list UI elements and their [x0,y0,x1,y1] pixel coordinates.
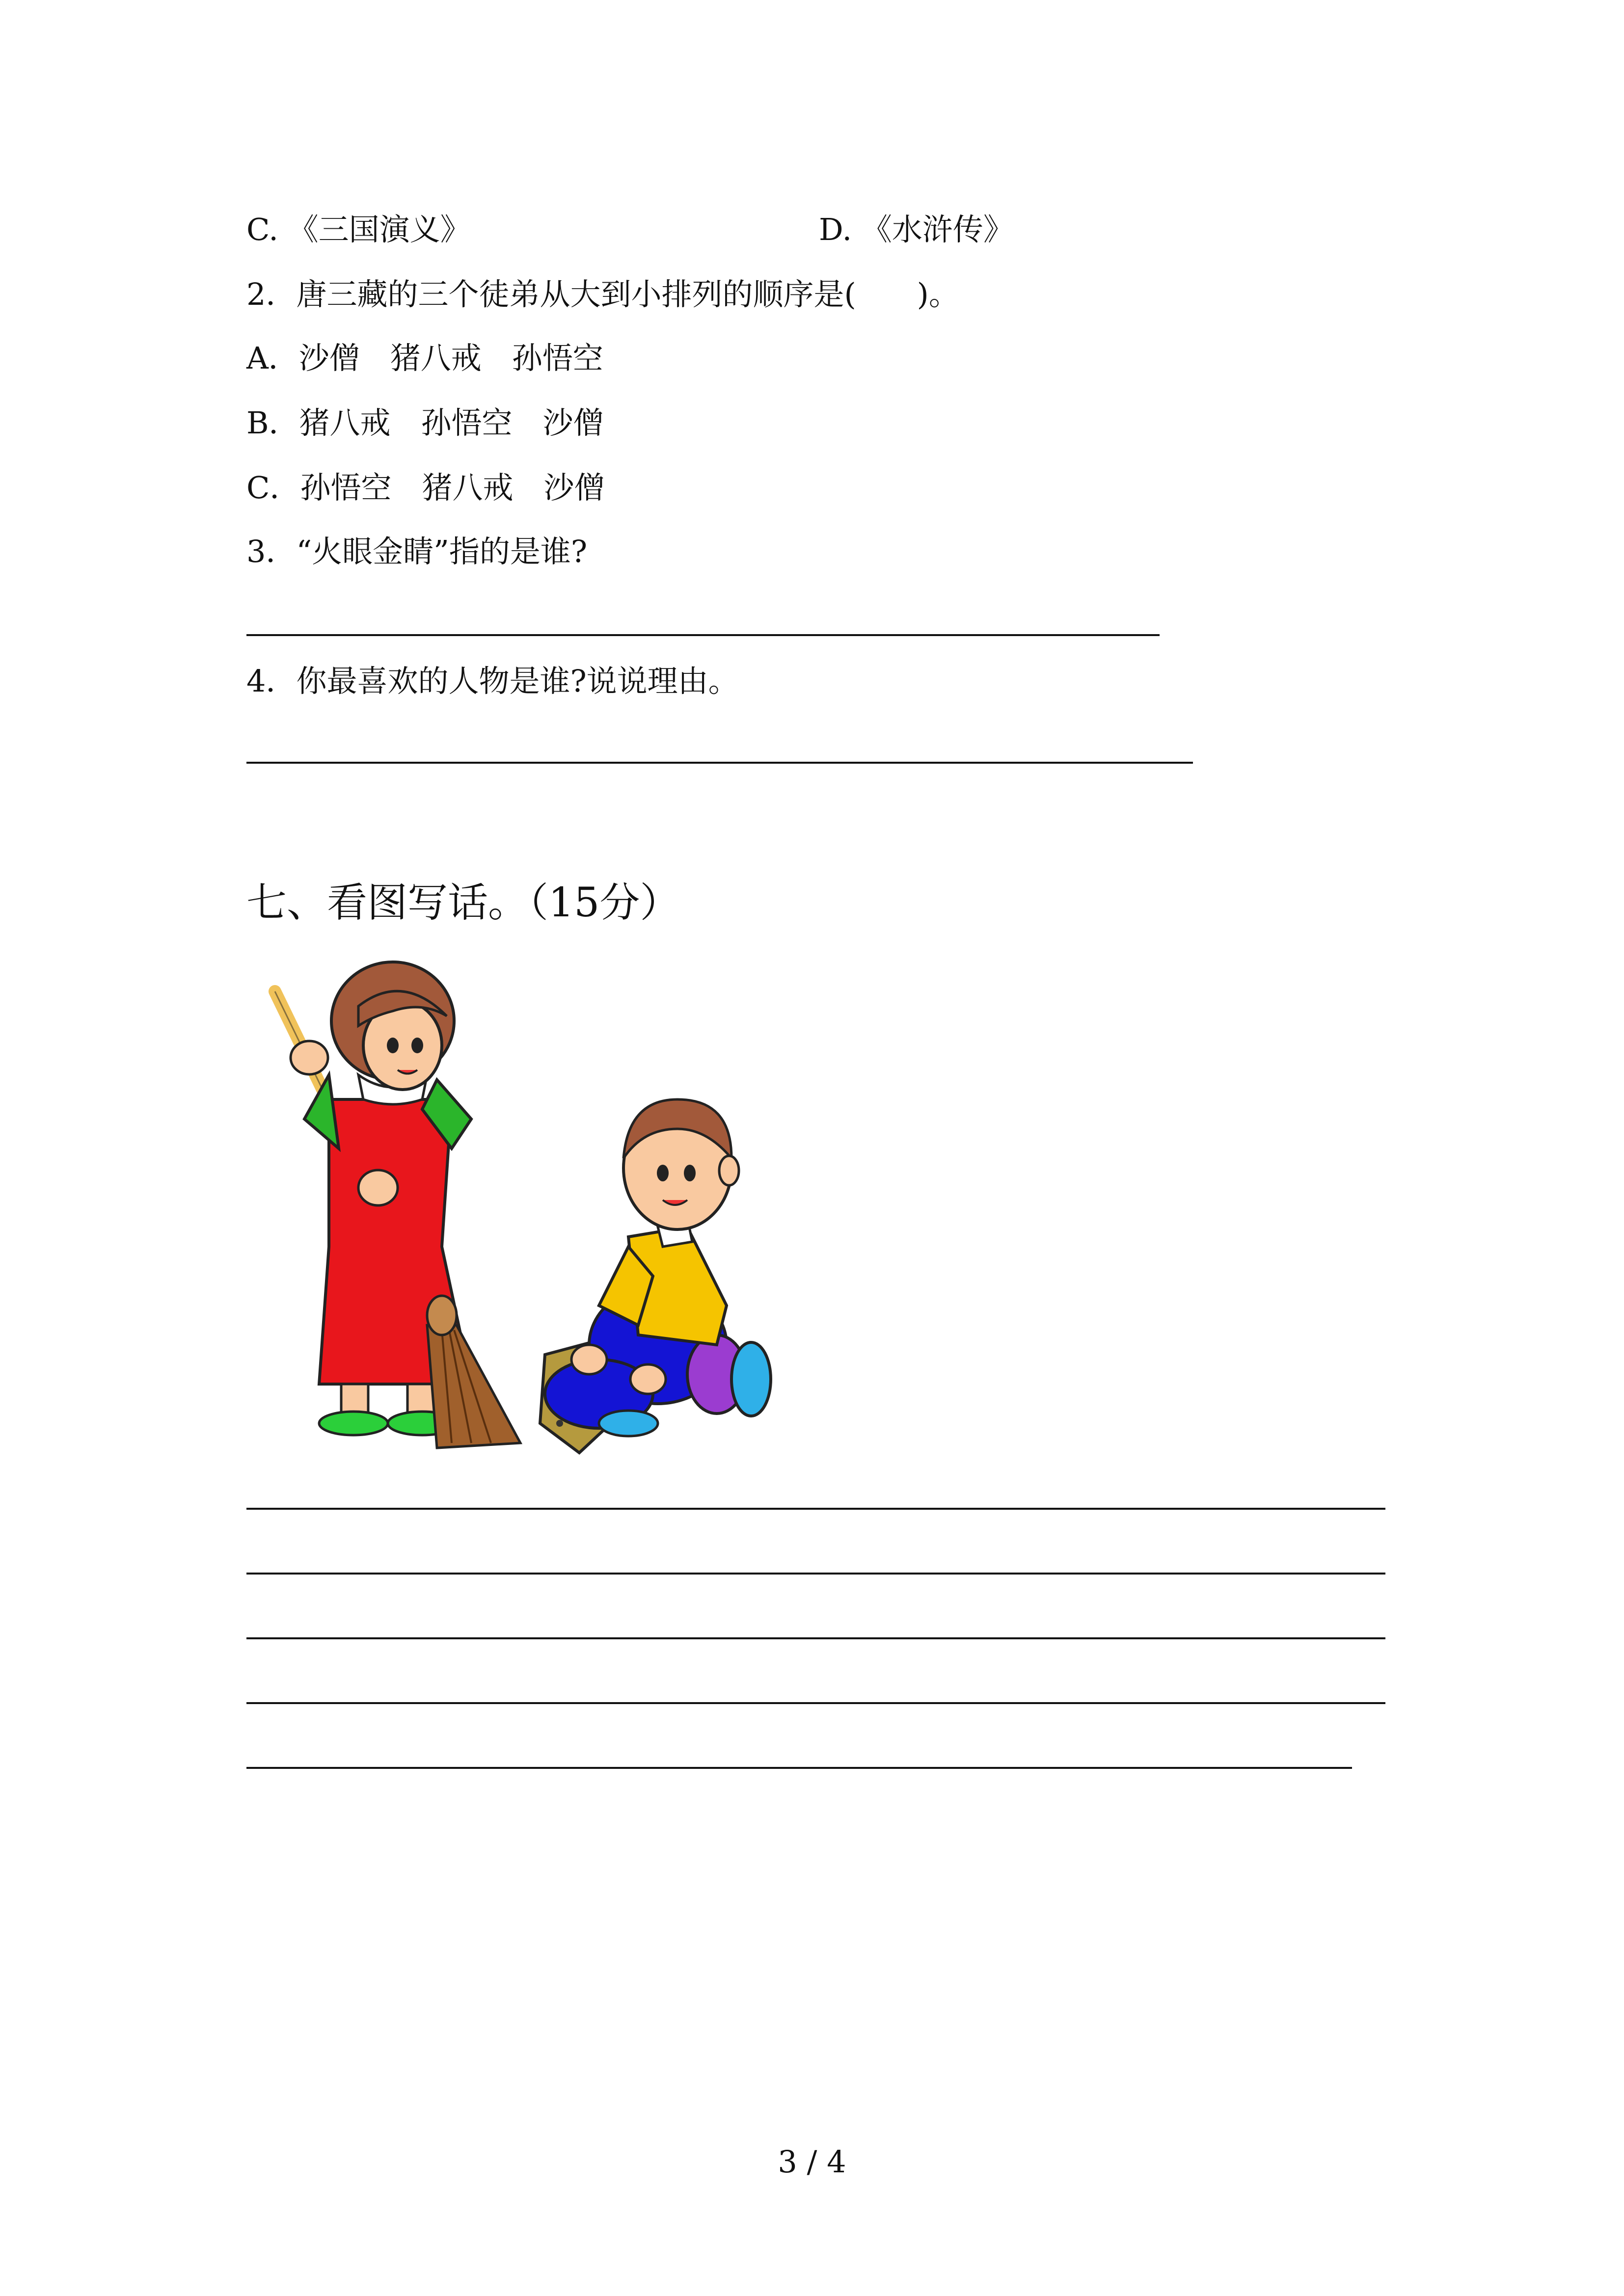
q2-option-c: C．孙悟空 猪八戒 沙僧 [246,470,605,506]
page-number: 3 / 4 [778,2144,846,2180]
broom-head [427,1296,520,1448]
writing-line-3[interactable] [246,1637,1385,1639]
q2-prompt: 2．唐三藏的三个徒弟从大到小排列的顺序是( )。 [246,276,959,312]
writing-line-2[interactable] [246,1573,1385,1575]
q2-option-b: B．猪八戒 孙悟空 沙僧 [246,405,604,441]
writing-line-1[interactable] [246,1508,1385,1510]
writing-line-4[interactable] [246,1702,1385,1704]
section-7-title: 七、看图写话。（15分） [246,880,680,926]
boy-figure [545,1099,771,1436]
q1-option-d: D. 《水浒传》 [819,212,1014,247]
q2-option-a: A．沙僧 猪八戒 孙悟空 [246,340,603,376]
q3-prompt: 3．“火眼金睛”指的是谁? [246,534,588,569]
q1-option-c: C. 《三国演义》 [246,212,471,247]
q4-answer-line[interactable] [246,762,1193,764]
q3-answer-line[interactable] [246,634,1160,636]
writing-line-5[interactable] [246,1767,1352,1769]
sweeping-illustration [245,952,810,1472]
q4-prompt: 4．你最喜欢的人物是谁?说说理由。 [246,663,739,699]
